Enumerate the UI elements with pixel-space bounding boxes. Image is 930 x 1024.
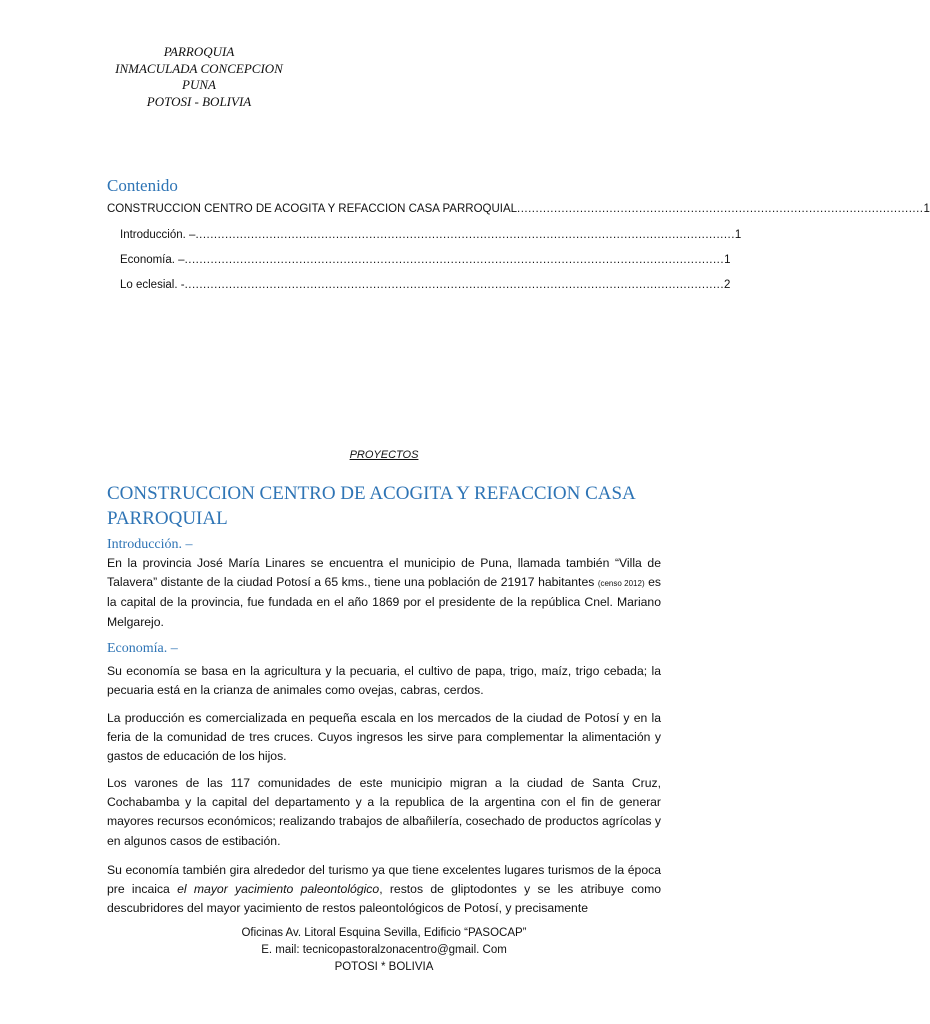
- toc-leader: ..................................................................................................................................................: [195, 229, 735, 241]
- header-line-town: PUNA: [182, 77, 216, 92]
- toc-leader: ..................................................................................................................................................: [184, 254, 725, 266]
- economia-p4-text-b: , restos de gliptodontes y se les atribuye como descubridores del mayor yacimiento de restos paleontológicos de Potosí, y precisamente: [107, 882, 662, 916]
- census-note: (censo 2012): [597, 579, 645, 589]
- toc-entry-page: 1: [734, 229, 742, 241]
- footer-location: POTOSI * BOLIVIA: [334, 961, 434, 973]
- toc-entry[interactable]: [120, 254, 731, 266]
- header-line-location: POTOSI - BOLIVIA: [146, 93, 252, 109]
- toc-leader: ..................................................................................................................................................: [184, 279, 725, 291]
- intro-text-b: es la capital de la provincia, fue fundada en el año 1869 por el presidente de la república Cnel. Mariano Melgarejo.: [107, 575, 661, 629]
- economia-paragraph-4: [107, 861, 661, 919]
- footer-email: E. mail: tecnicopastoralzonacentro@gmail. Com: [261, 944, 507, 956]
- intro-paragraph: [107, 554, 661, 632]
- toc-entry-text: Economía. –: [120, 254, 185, 266]
- economia-heading: Economía. –: [107, 641, 178, 656]
- header-line-parish-name: INMACULADA CONCEPCION: [115, 60, 283, 76]
- toc-entry[interactable]: [120, 279, 731, 291]
- toc-entry[interactable]: [120, 229, 742, 241]
- toc-entry-text: Lo eclesial. -: [120, 279, 185, 291]
- toc-entry[interactable]: [107, 203, 930, 215]
- toc-entry-text: CONSTRUCCION CENTRO DE ACOGITA Y REFACCION CASA PARROQUIAL: [107, 203, 518, 215]
- toc-entry-text: Introducción. –: [120, 229, 196, 241]
- toc-leader: ..............................................................................................................: [517, 203, 924, 215]
- footer-address: Oficinas Av. Litoral Esquina Sevilla, Edificio “PASOCAP”: [241, 927, 527, 939]
- economia-paragraph-2: La producción es comercializada en pequeña escala en los mercados de la ciudad de Potosí y en la feria de la comunidad de tres cruces. Cuyos ingresos les sirve para complementar la alimentación y gastos de educación de los hijos.: [107, 711, 661, 764]
- parish-header: [104, 44, 294, 110]
- toc-entry-page: 2: [724, 279, 731, 291]
- economia-p4-text-a: Su economía también gira alrededor del turismo ya que tiene excelentes lugares turismos de la época pre incaica: [107, 863, 661, 897]
- economia-paragraph-3: Los varones de las 117 comunidades de este municipio migran a la ciudad de Santa Cruz, Cochabamba y la capital del departamento y a la republica de la argentina con el fin de generar mayores recursos económicos; realizando trabajos de albañilería, cosechado de productos agrícolas y en algunos casos de estibación.: [107, 776, 661, 848]
- intro-text-a: En la provincia José María Linares se encuentra el municipio de Puna, llamada también “Villa de Talavera” distante de la ciudad Potosí a 65 kms., tiene una población de 21917 habitantes: [107, 556, 661, 590]
- section-label: PROYECTOS: [349, 449, 419, 461]
- economia-p4-emphasis: el mayor yacimiento paleontológico: [177, 882, 380, 897]
- economia-paragraph-1: Su economía se basa en la agricultura y la pecuaria, el cultivo de papa, trigo, maíz, trigo cebada; la pecuaria está en la crianza de animales como ovejas, cabras, cerdos.: [107, 664, 661, 698]
- intro-heading: Introducción. –: [107, 537, 193, 552]
- header-line-parroquia: PARROQUIA: [163, 44, 235, 59]
- toc-title: Contenido: [107, 176, 178, 195]
- toc-entry-page: 1: [724, 254, 731, 266]
- project-title: CONSTRUCCION CENTRO DE ACOGITA Y REFACCION CASA PARROQUIAL: [107, 483, 635, 529]
- page-footer: [0, 925, 768, 976]
- toc-entry-page: 1: [923, 203, 930, 215]
